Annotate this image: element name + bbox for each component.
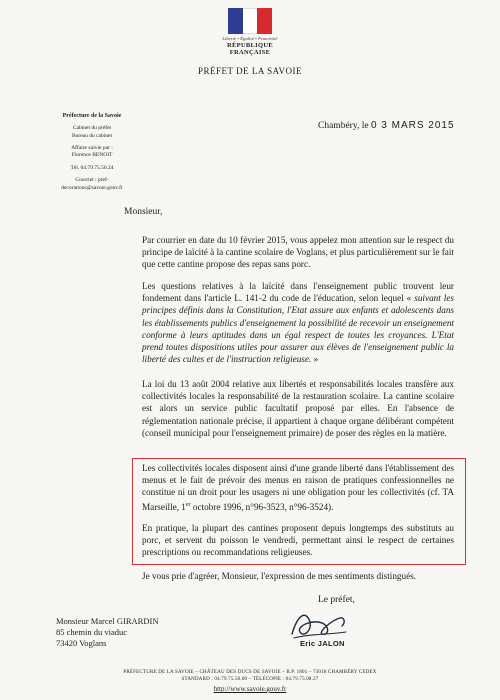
motto: Liberté • Égalité • Fraternité — [222, 36, 278, 41]
paragraph-3: La loi du 13 août 2004 relative aux libertés et responsabilités locales transfère aux collectivités locales la responsabilité de la restauration scolaire. La cantine scolaire est alors un service public facultatif proposé par elles. En l'absence de réglementation nationale précise, il appartient à chaque organe délibérant compétent (conseil municipal pour l'enseignement primaire) de poser des règles en la matière. — [142, 379, 454, 438]
sender-cabinet: Cabinet du préfet — [72, 125, 112, 132]
paragraph-4-sup: er — [185, 501, 191, 508]
paragraph-2-close: » — [311, 354, 319, 365]
date-stamp: 0 3 MARS 2015 — [370, 120, 455, 131]
date-line — [318, 120, 455, 131]
paragraph-5: En pratique, la plupart des cantines proposent depuis longtemps des substituts au porc, et servent du poisson le vendredi, permettant ainsi le respect de certaines prescriptions ou recommandations religieuses. — [142, 523, 454, 558]
sender-prefecture: Préfecture de la Savoie — [62, 113, 122, 119]
prefect-title: PRÉFET DE LA SAVOIE — [198, 66, 302, 76]
recipient-block — [56, 616, 158, 648]
recipient-name: Monsieur Marcel GIRARDIN — [56, 616, 159, 626]
affaire-label: Affaire suivie par : — [71, 144, 113, 151]
recipient-street: 85 chemin du viaduc — [56, 626, 128, 637]
courriel-value: decorations@savoie.gouv.fr — [61, 184, 123, 191]
footer-url — [0, 685, 500, 693]
paragraph-4 — [142, 462, 454, 513]
paragraph-2-quote: suivant les principes définis dans la Constitution, l'Etat assure aux enfants et adolescents dans les établissements publics d'enseignement la possibilité de recevoir un enseignement conforme à leurs aptitudes dans un égal respect de toutes les croyances. L'Etat prend toutes dispositions utiles pour assurer aux élèves de l'enseignement public la liberté des cultes et de l'instruction religieuse. — [142, 293, 454, 365]
signoff: Le préfet, — [318, 595, 355, 605]
signatory-name: Eric JALON — [300, 639, 345, 648]
paragraph-1: Par courrier en date du 10 février 2015, vous appelez mon attention sur le respect du principe de laïcité à la cantine scolaire de Voglans, et plus particulièrement sur le fait que cette cantine propose des repas sans porc. — [142, 235, 454, 270]
sender-phone: Tél. 04.79.75.50.24 — [70, 164, 114, 171]
paragraph-2 — [142, 280, 454, 365]
paragraph-2-intro: Les questions relatives à la laïcité dans l'enseignement public trouvent leur fondement dans l'article L. 141-2 du code de l'éducation, selon lequel « — [142, 281, 454, 304]
sender-bureau: Bureau du cabinet — [71, 132, 112, 139]
paragraph-6: Je vous prie d'agréer, Monsieur, l'expression de mes sentiments distingués. — [142, 571, 417, 581]
republic-logo — [207, 8, 293, 56]
affaire-name: Florence BENOIT — [71, 152, 113, 159]
date-place: Chambéry, le — [318, 121, 369, 131]
footer-address: PRÉFECTURE DE LA SAVOIE – CHÂTEAU DES DUCS DE SAVOIE – B.P. 1801 – 73018 CHAMBÉRY CEDEX — [123, 670, 377, 675]
signature-icon — [284, 604, 354, 644]
website-link[interactable]: http://www.savoie.gouv.fr — [213, 685, 287, 693]
french-flag-icon — [228, 8, 272, 34]
paragraph-4-end: octobre 1996, n°96-3523, n°96-3524). — [190, 501, 334, 512]
republic-name: RÉPUBLIQUE FRANÇAISE — [227, 42, 273, 56]
courriel-label: Courriel : pref- — [75, 177, 109, 184]
salutation: Monsieur, — [124, 207, 163, 217]
recipient-city: 73420 Voglans — [56, 637, 107, 648]
sender-block — [42, 112, 142, 192]
footer — [0, 670, 500, 683]
footer-phone: STANDARD : 04.79.75.50.00 – TÉLÉCOPIE : 04.79.75.08.27 — [181, 676, 319, 682]
paragraph-4-main: Les collectivités locales disposent ainsi d'une grande liberté dans l'établissement des menus et le fait de prévoir des menus en raison de pratiques confessionnelles ne constitue ni un droit pour les usagers ni une obligation pour les collectivités (cf. TA Marseille, 1 — [142, 463, 454, 512]
